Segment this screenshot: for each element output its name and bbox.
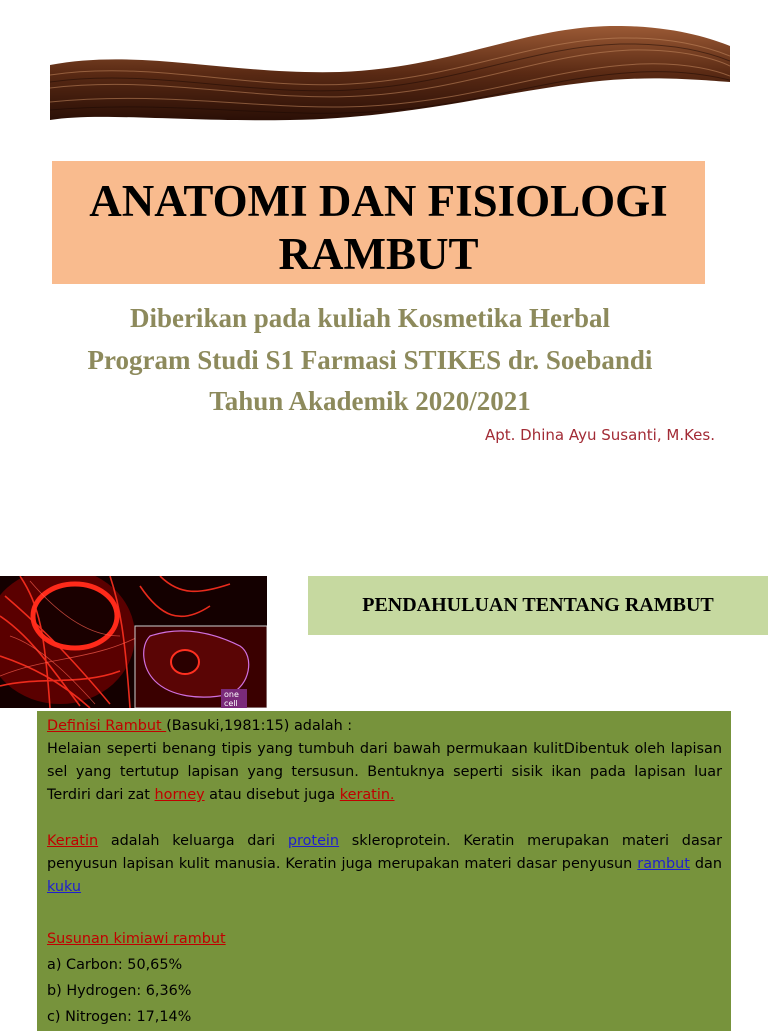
element-value: : 6,36% (136, 983, 192, 999)
rambut-link[interactable]: rambut (637, 856, 690, 872)
element-label: a) (47, 957, 62, 973)
hair-strand-image (50, 20, 730, 122)
definition-line (47, 715, 722, 738)
keratin-text-a: adalah keluarga dari (98, 833, 288, 849)
hair-cell-microscopy-image (0, 576, 267, 708)
micro-label-cell: cell (224, 699, 238, 708)
content-text (47, 715, 722, 1029)
element-name: Hydrogen (66, 983, 137, 999)
author-name: Apt. Dhina Ayu Susanti, M.Kes. (484, 426, 715, 444)
section-title: PENDAHULUAN TENTANG RAMBUT (362, 594, 714, 616)
definition-term: Definisi Rambut (47, 718, 167, 734)
element-value: : 50,65% (117, 957, 183, 973)
definition-body (47, 738, 722, 807)
element-item (47, 980, 722, 1003)
definition-reference: (Basuki,1981:15) adalah : (166, 718, 353, 734)
element-label: c) (47, 1009, 61, 1025)
susunan-title: Susunan kimiawi rambut (47, 931, 226, 947)
page-title-line2: RAMBUT (278, 229, 479, 279)
subtitle-year: Tahun Akademik 2020/2021 (209, 386, 531, 416)
element-name: Nitrogen (65, 1009, 128, 1025)
keratin-term-link[interactable]: Keratin (47, 833, 99, 849)
kuku-link[interactable]: kuku (47, 879, 82, 895)
protein-link[interactable]: protein (287, 833, 340, 849)
page-title-line1: ANATOMI DAN FISIOLOGI (89, 176, 668, 226)
element-name: Carbon (66, 957, 118, 973)
keratin-link[interactable]: keratin. (339, 787, 395, 803)
element-item (47, 954, 722, 977)
definition-text-2: atau disebut juga (204, 787, 340, 803)
keratin-text-b: skleroprotein. Keratin merupakan materi dasar penyusun lapisan kulit manusia. Keratin juga merupakan materi dasar penyusun (47, 833, 722, 872)
element-label: b) (47, 983, 62, 999)
micro-label-one: one (224, 690, 239, 699)
definition-text: Helaian seperti benang tipis yang tumbuh dari bawah permukaan kulitDibentuk oleh lapisan sel yang tertutup lapisan yang tersusun. Bentuknya seperti sisik ikan pada lapisan luar Terdiri dari zat (47, 741, 722, 803)
horney-link[interactable]: horney (154, 787, 205, 803)
element-item (47, 1006, 722, 1029)
subtitle-program: Program Studi S1 Farmasi STIKES dr. Soebandi (87, 345, 653, 375)
subtitle-course: Diberikan pada kuliah Kosmetika Herbal (129, 303, 611, 333)
element-value: : 17,14% (127, 1009, 192, 1025)
keratin-text-c: dan (689, 856, 722, 872)
keratin-paragraph (47, 830, 722, 899)
